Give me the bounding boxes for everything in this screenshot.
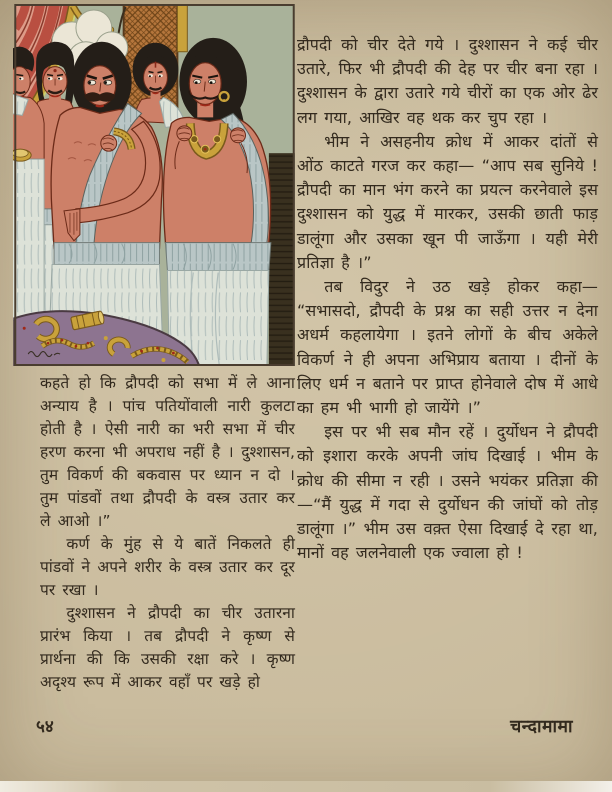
story-paragraph: कहते हो कि द्रौपदी को सभा में ले आना अन्याय है । पांच पतियोंवाली नारी कुलटा होती है । ऐसी नारी का भरी सभा में चीर हरण करना भी अपराध नहीं है । दुश्शासन, तुम विकर्ण की बकवास पर ध्यान न दो । तुम पांडवों तथा द्रौपदी के वस्त्र उतार कर ले आओ ।” [40,374,295,530]
story-illustration [13,4,296,366]
story-paragraph: कर्ण के मुंह से ये बातें निकलते ही पांडवों ने अपने शरीर के वस्त्र उतार कर दूर पर रखा । [40,535,295,599]
story-paragraph: तब विदुर ने उठ खड़े होकर कहा— “सभासदो, द्रौपदी के प्रश्न का सही उत्तर न देना अधर्म कहलायेगा । इतने लोगों के बीच अकेले विकर्ण ने ही अपना अभिप्राय बताया । दीनों के लिए धर्म न बताने पर प्राप्त होनेवाले दोष में आधे का हम भी भागी हो जायेंगे ।” [297,277,598,418]
illustration-svg [13,4,296,366]
story-paragraph: द्रौपदी को चीर देते गये । दुश्शासन ने कई चीर उतारे, फिर भी द्रौपदी की देह पर चीर बना रहा । दुश्शासन के द्वारा उतारे गये चीरों का एक ओर ढेर लग गया, आखिर वह थक कर चुप रहा । [297,35,598,127]
dark-alcove [269,153,295,366]
right-text-column [297,33,598,565]
story-paragraph: दुश्शासन ने द्रौपदी का चीर उतारना प्रारंभ किया । तब द्रौपदी ने कृष्ण से प्रार्थना की कि उसकी रक्षा करे । कृष्ण अदृश्य रूप में आकर वहाँ पर खड़े हो [40,604,295,691]
magazine-name: चन्दामामा [510,717,573,737]
left-text-column [40,372,295,694]
page-number: ५४ [36,717,54,737]
scan-edge [0,781,612,792]
story-paragraph: इस पर भी सब मौन रहें । दुर्योधन ने द्रौपदी को इशारा करके अपनी जांघ दिखाई । भीम के क्रोध की सीमा न रही । उसने भयंकर प्रतिज्ञा की—“मैं युद्ध में गदा से दुर्योधन की जांघों को तोड़ डालूंगा ।” भीम उस वक़्त ऐसा दिखाई दे रहा था, मानों वह जलनेवाली एक ज्वाला हो ! [297,422,598,563]
story-paragraph: भीम ने असहनीय क्रोध में आकर दांतों से ओंठ काटते गरज कर कहा— “आप सब सुनिये ! द्रौपदी का मान भंग करने का प्रयत्न करनेवाले इस दुश्शासन को युद्ध में मारकर, उसकी छाती फाड़ डालूंगा और उसका खून पी जाऊँगा । यही मेरी प्रतिज्ञा है ।” [297,131,598,272]
